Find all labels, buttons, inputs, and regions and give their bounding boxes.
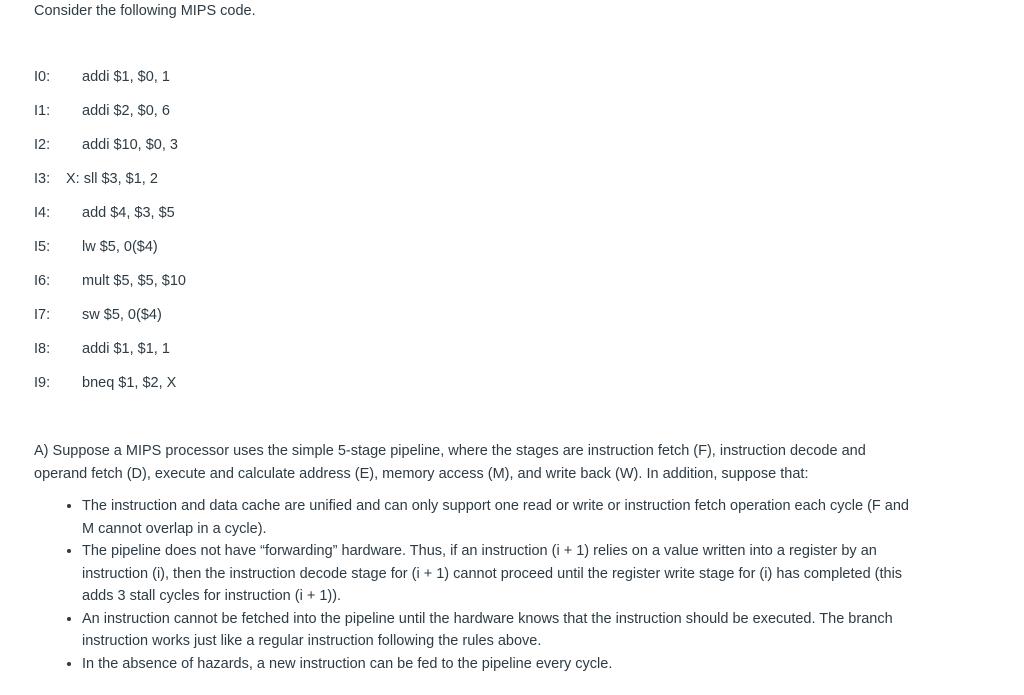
instruction-text: X: sll $3, $1, 2 [66,171,158,187]
part-a-section [34,440,914,675]
instruction-text: add $4, $3, $5 [82,205,175,221]
instruction-text: mult $5, $5, $10 [82,273,186,289]
instruction-label: I1: [34,103,51,119]
instruction-label: I2: [34,137,51,153]
instruction-label: I4: [34,205,51,221]
instruction-label: I5: [34,239,51,255]
assumption-item: • An instruction cannot be fetched into the pipeline until the hardware knows that the instruction should be executed. The branch instruction works just like a regular instruction following the rules above. [82,608,914,653]
instruction-text: sw $5, 0($4) [82,307,162,323]
assumption-item: • The pipeline does not have “forwarding” hardware. Thus, if an instruction (i + 1) relies on a value written into a register by an instruction (i), then the instruction decode stage for (i + 1) cannot proceed until the register write stage for (i) has completed (this adds 3 stall cycles for instruction (i + 1)). [82,540,914,608]
instruction-text: bneq $1, $2, X [82,375,177,391]
intro-text: Consider the following MIPS code. [34,3,256,19]
instruction-text: addi $2, $0, 6 [82,103,170,119]
instruction-text: lw $5, 0($4) [82,239,158,255]
part-a-paragraph: A) Suppose a MIPS processor uses the simple 5-stage pipeline, where the stages are instruction fetch (F), instruction decode and operand fetch (D), execute and calculate address (E), memory access (M), and write back (W). In addition, suppose that: [34,443,866,482]
instruction-label: I9: [34,375,51,391]
assumption-item: • The instruction and data cache are unified and can only support one read or write or instruction fetch operation each cycle (F and M cannot overlap in a cycle). [82,495,914,540]
assumption-item: • In the absence of hazards, a new instruction can be fed to the pipeline every cycle. [82,653,914,676]
instruction-text: addi $1, $0, 1 [82,69,170,85]
assumptions-list [34,495,914,675]
instruction-label: I6: [34,273,51,289]
instruction-text: addi $10, $0, 3 [82,137,178,153]
instruction-label: I7: [34,307,51,323]
instruction-label: I0: [34,69,51,85]
instruction-label: I8: [34,341,51,357]
instruction-text: addi $1, $1, 1 [82,341,170,357]
instruction-label: I3: [34,171,51,187]
